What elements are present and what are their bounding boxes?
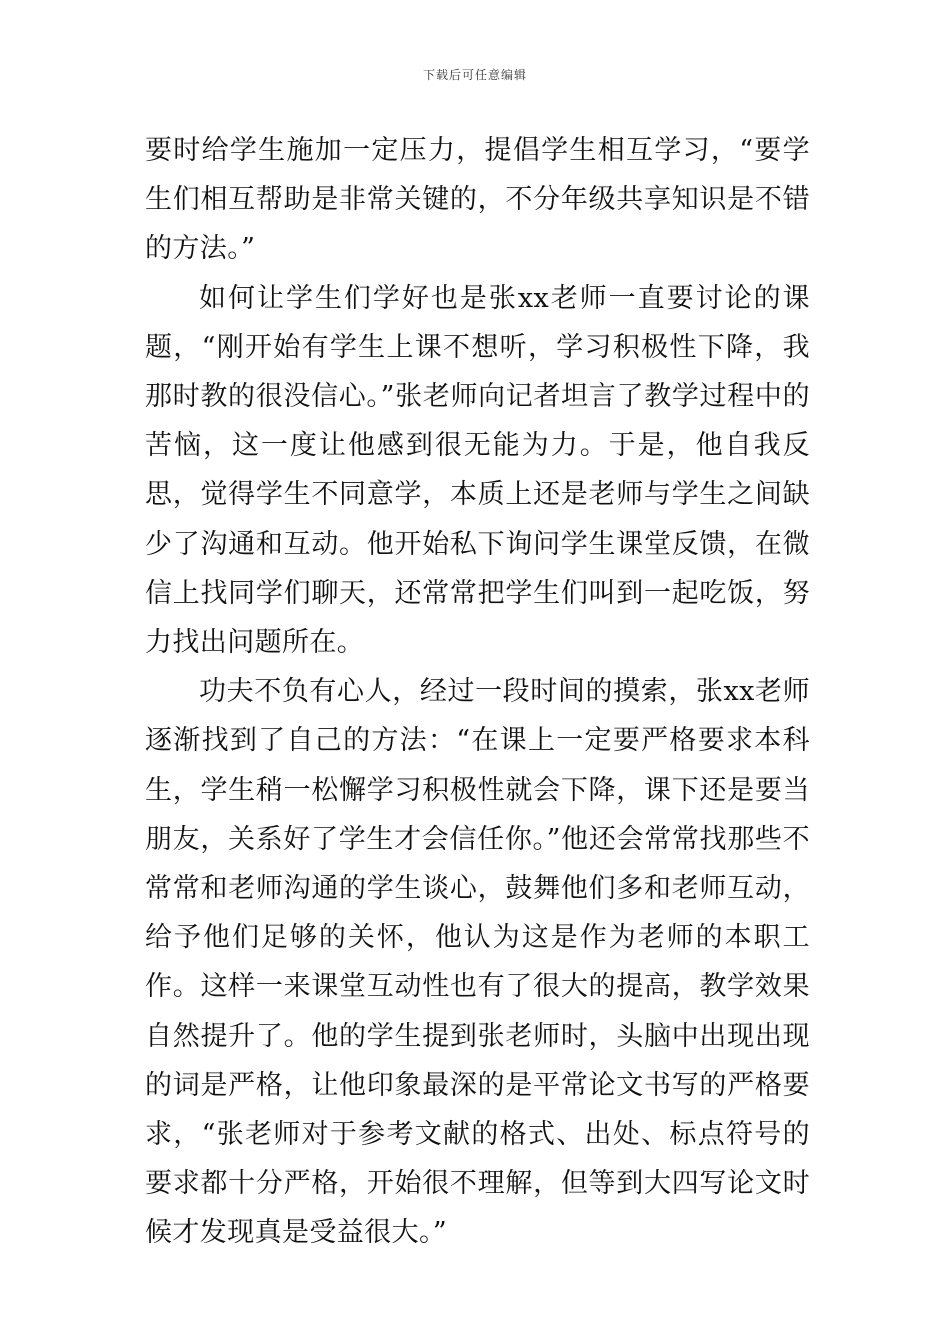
paragraph-teaching-method: 功夫不负有心人，经过一段时间的摸索，张xx老师逐渐找到了自己的方法：“在课上一定要严格要求本科生，学生稍一松懈学习积极性就会下降，课下还是要当朋友，关系好了学生才会信任你。”他还会常常找那些不常常和老师沟通的学生谈心，鼓舞他们多和老师互动，给予他们足够的关怀，他认为这是作为老师的本职工作。这样一来课堂互动性也有了很大的提高，教学效果自然提升了。他的学生提到张老师时，头脑中出现出现的词是严格，让他印象最深的是平常论文书写的严格要求，“张老师对于参考文献的格式、出处、标点符号的要求都十分严格，开始很不理解，但等到大四写论文时候才发现真是受益很大。” [145, 676, 810, 1249]
paragraph-teaching-struggle: 如何让学生们学好也是张xx老师一直要讨论的课题，“刚开始有学生上课不想听，学习积极性下降，我那时教的很没信心。”张老师向记者坦言了教学过程中的苦恼，这一度让他感到很无能为力。于是，他自我反思，觉得学生不同意学，本质上还是老师与学生之间缺少了沟通和互动。他开始私下询问学生课堂反馈，在微信上找同学们聊天，还常常把学生们叫到一起吃饭，努力找出问题所在。 [145, 282, 810, 659]
document-body [145, 126, 810, 1258]
paragraph-continued: 要时给学生施加一定压力，提倡学生相互学习，“要学生们相互帮助是非常关键的，不分年级共享知识是不错的方法。” [145, 135, 810, 265]
page-header-note: 下载后可任意编辑 [422, 68, 527, 82]
